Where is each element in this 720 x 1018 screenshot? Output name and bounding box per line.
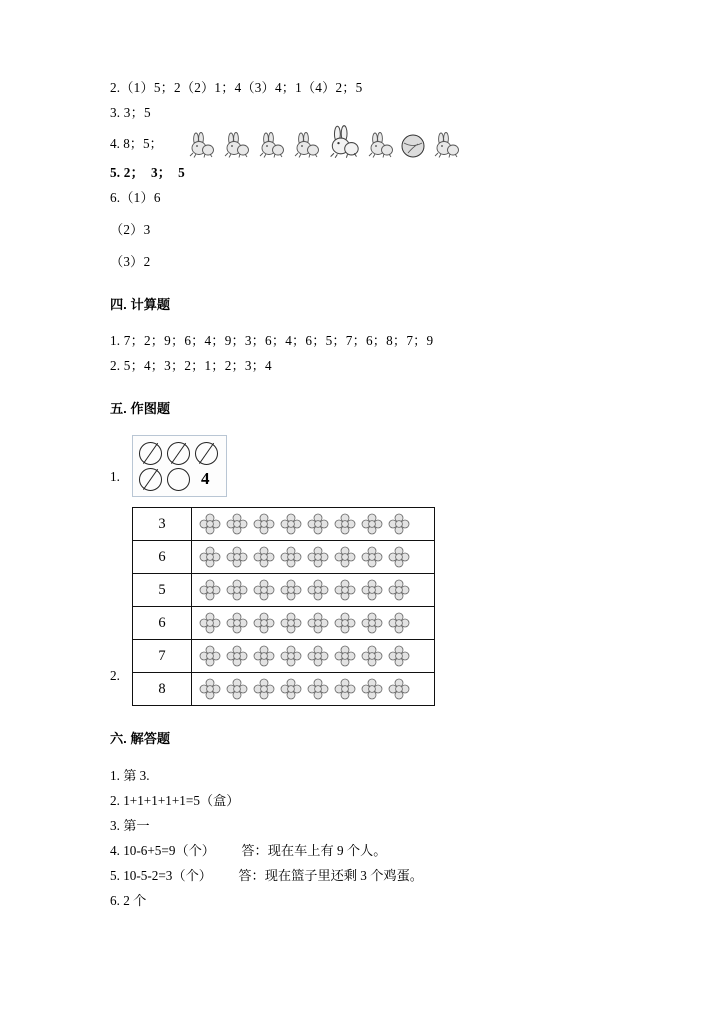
flower-icon [306,545,330,569]
table-row [133,541,435,574]
flower-icon [387,512,411,536]
row-number: 8 [133,673,192,706]
flower-icon [198,545,222,569]
solve-line: 2. 1+1+1+1+1=5（盒） [110,793,240,808]
rabbit-illustration-group [185,125,462,159]
flower-icon [198,512,222,536]
row-icons [192,607,435,640]
rabbit-icon [255,129,287,159]
draw-item-1 [110,435,624,497]
table-row [133,640,435,673]
row-icons [192,541,435,574]
item-6-line: （3）2 [110,254,151,269]
row-icons [192,508,435,541]
flower-icon [360,644,384,668]
solve-line: 3. 第一 [110,818,150,833]
flower-icon [333,644,357,668]
flower-icon [333,578,357,602]
flower-icon [279,578,303,602]
solve-line: 6. 2 个 [110,893,147,908]
flower-icon [279,677,303,701]
table-row [133,607,435,640]
crossed-circle-icon [139,468,162,491]
flower-icon [306,512,330,536]
circle-icon [167,468,190,491]
flower-icon [306,644,330,668]
item-4-row [110,125,624,159]
flower-icon [198,677,222,701]
ball-icon [399,131,427,159]
flower-icon [225,578,249,602]
table-row [133,508,435,541]
row-icons [192,574,435,607]
flower-icon [387,677,411,701]
flower-icon [387,644,411,668]
flower-icon [360,512,384,536]
flower-icon [198,644,222,668]
flower-icon [225,611,249,635]
count-table [132,507,435,706]
flower-icon [333,545,357,569]
flower-icon [360,677,384,701]
flower-icon [225,644,249,668]
crossed-circle-icon [167,442,190,465]
flower-icon [252,578,276,602]
flower-icon [306,677,330,701]
flower-icon [306,611,330,635]
flower-icon [252,644,276,668]
item-6-line: （2）3 [110,222,151,237]
flower-icon [279,512,303,536]
flower-icon [225,677,249,701]
solve-line: 4. 10-6+5=9（个） 答：现在车上有 9 个人。 [110,843,387,858]
row-number: 3 [133,508,192,541]
flower-icon [387,545,411,569]
flower-icon [360,578,384,602]
flower-icon [360,611,384,635]
crossed-circle-icon [139,442,162,465]
draw-item-1-row-bottom [139,466,218,492]
row-number: 7 [133,640,192,673]
draw-item-2 [110,507,624,706]
answer-line: 2.（1）5；2（2）1；4（3）4；1（4）2；5 [110,80,363,95]
flower-icon [360,545,384,569]
item-6-line: 6.（1）6 [110,190,161,205]
item-5-line: 5. 2； 3； 5 [110,165,185,180]
flower-icon [198,578,222,602]
flower-icon [279,545,303,569]
section-title-draw: 五. 作图题 [110,401,171,416]
solve-line: 1. 第 3. [110,768,150,783]
draw-item-1-number: 4 [201,469,210,488]
flower-icon [306,578,330,602]
flower-icon [333,512,357,536]
flower-icon [252,512,276,536]
solve-line: 5. 10-5-2=3（个） 答：现在篮子里还剩 3 个鸡蛋。 [110,868,423,883]
table-row [133,574,435,607]
section-title-solve: 六. 解答题 [110,731,171,746]
draw-item-2-label: 2. [110,668,120,683]
rabbit-icon [364,129,396,159]
rabbit-icon [185,129,217,159]
flower-icon [279,644,303,668]
item-4-label: 4. 8；5； [110,135,163,151]
flower-icon [387,611,411,635]
row-number: 6 [133,607,192,640]
table-row [133,673,435,706]
flower-icon [333,677,357,701]
section-title-calc: 四. 计算题 [110,297,171,312]
draw-item-1-label: 1. [110,469,120,484]
row-icons [192,640,435,673]
row-number: 6 [133,541,192,574]
calc-line: 2. 5；4；3；2；1；2；3；4 [110,358,272,373]
flower-icon [252,677,276,701]
flower-icon [252,611,276,635]
rabbit-icon [430,129,462,159]
rabbit-icon-large [325,125,361,159]
calc-line: 1. 7；2；9；6；4；9；3；6；4；6；5；7；6；8；7；9 [110,333,434,348]
rabbit-icon [290,129,322,159]
flower-icon [333,611,357,635]
flower-icon [225,512,249,536]
draw-item-1-row-top [139,440,218,466]
crossed-circle-icon [195,442,218,465]
flower-icon [279,611,303,635]
flower-icon [252,545,276,569]
draw-item-1-box [132,435,227,497]
answer-line: 3. 3；5 [110,105,151,120]
flower-icon [387,578,411,602]
flower-icon [225,545,249,569]
rabbit-icon [220,129,252,159]
row-icons [192,673,435,706]
flower-icon [198,611,222,635]
row-number: 5 [133,574,192,607]
